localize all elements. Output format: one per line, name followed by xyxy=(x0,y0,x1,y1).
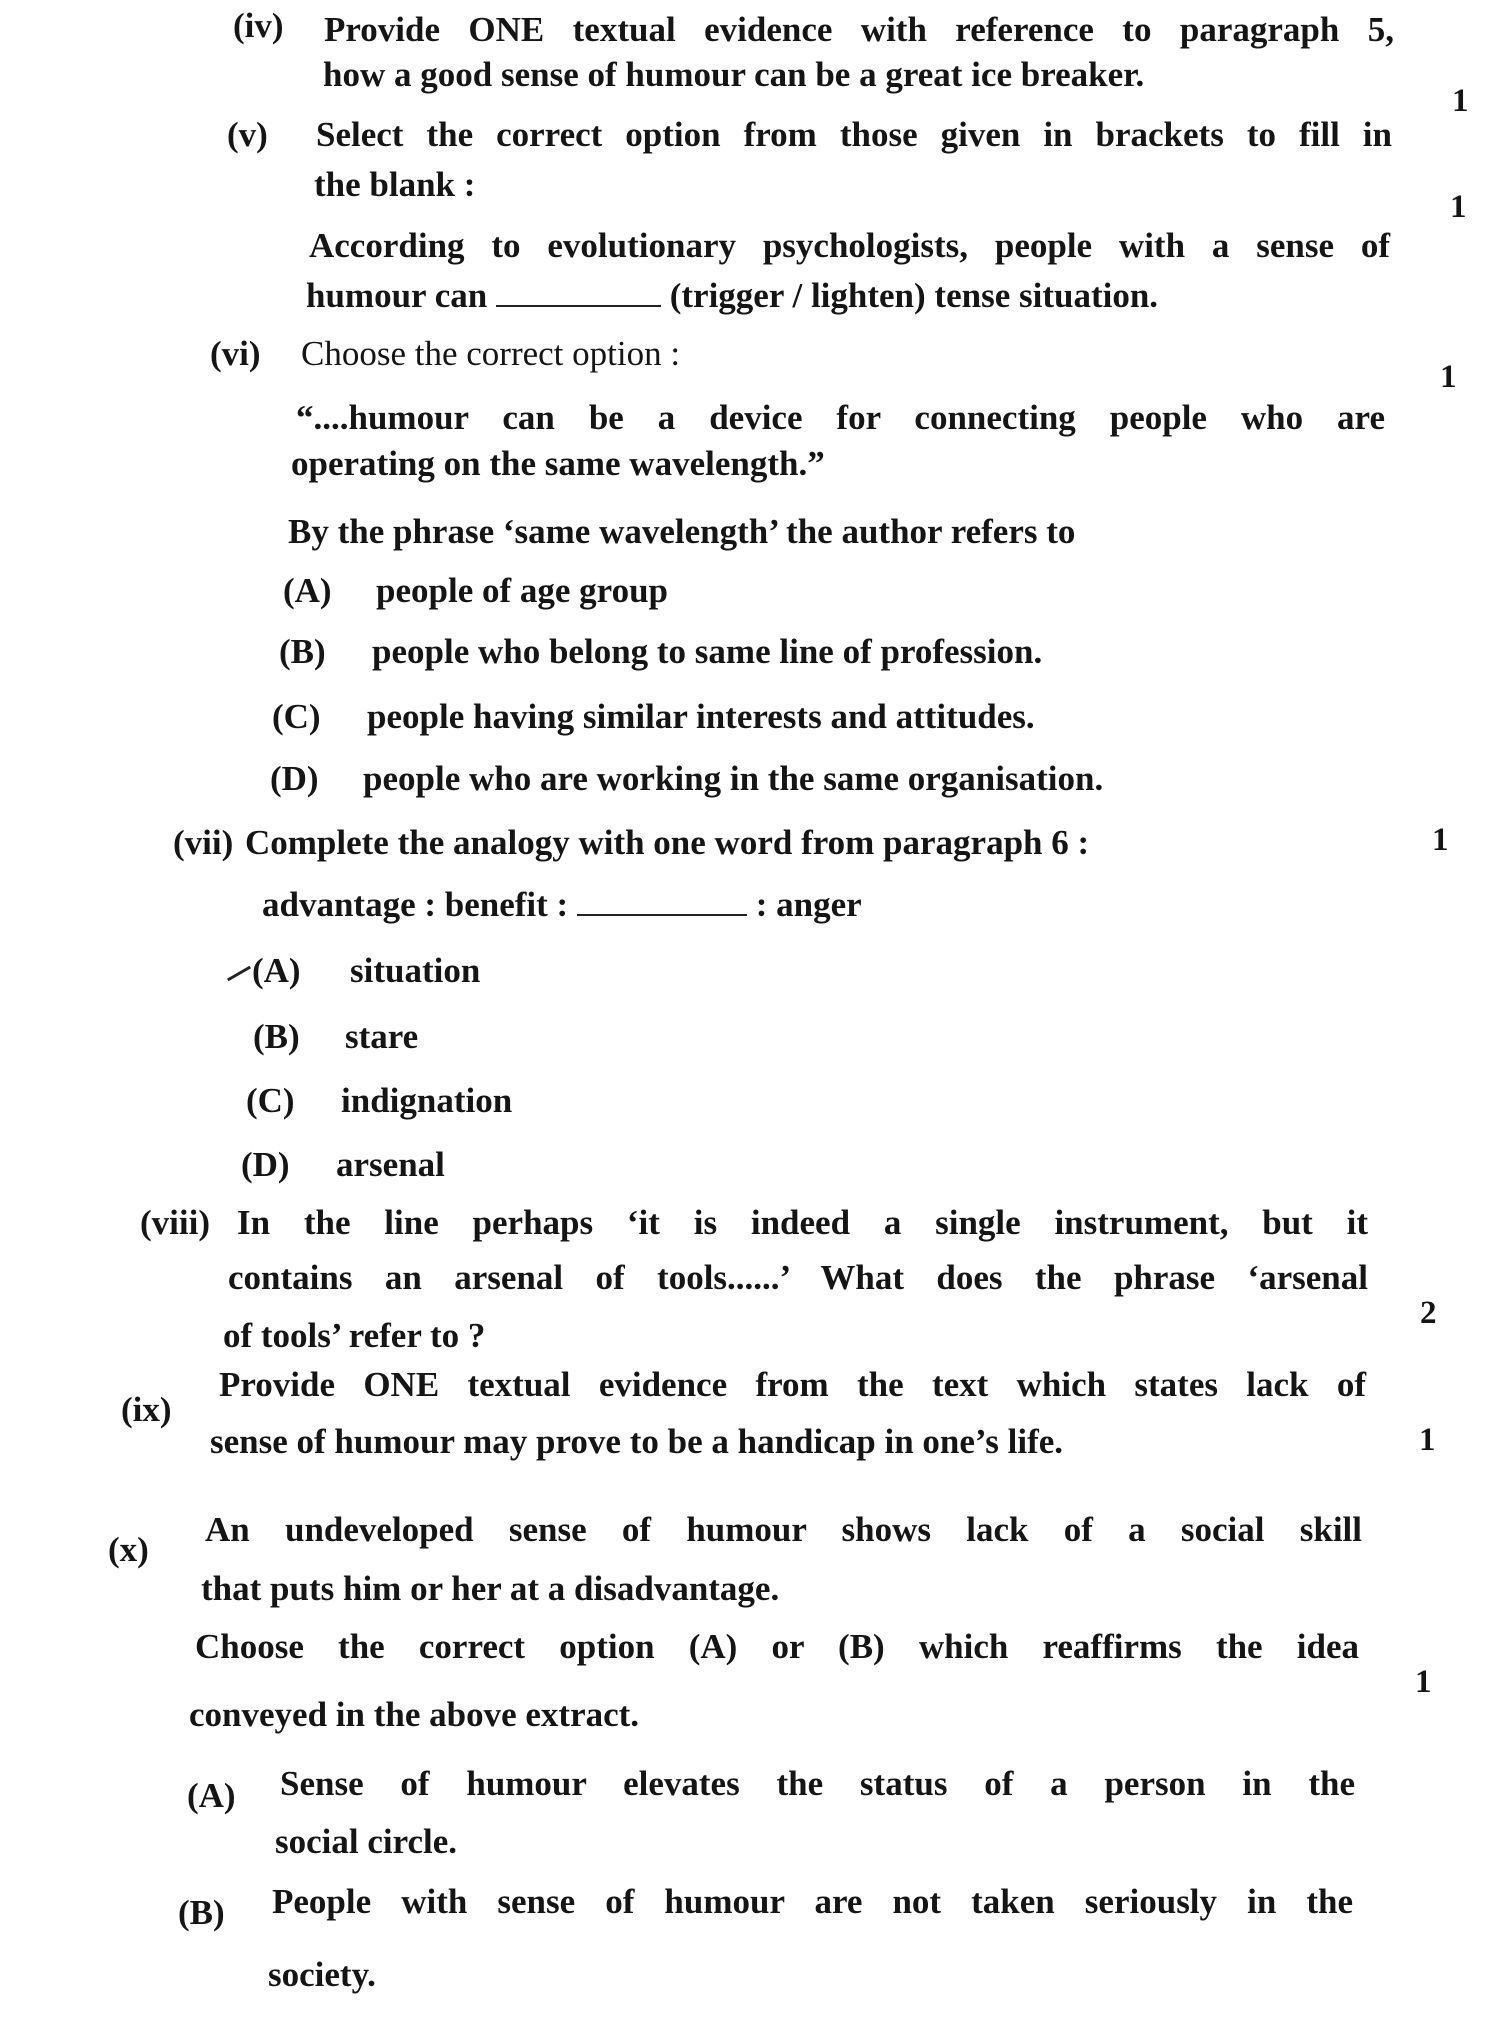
stem-text: humour can xyxy=(306,276,488,315)
option-text: Sense of humour elevates the status of a person in the xyxy=(280,1764,1355,1803)
analogy xyxy=(262,883,862,927)
option-text: people who are working in the same organisation. xyxy=(363,759,1104,798)
option-text: social circle. xyxy=(275,1822,458,1861)
marks: 1 xyxy=(1415,1664,1432,1700)
option-label: (B) xyxy=(279,632,326,671)
option-text: arsenal xyxy=(336,1145,445,1184)
option-text: people who belong to same line of profession. xyxy=(372,632,1043,671)
stem-text: (trigger / lighten) tense situation. xyxy=(669,276,1159,315)
question-number: (vii) xyxy=(173,823,234,862)
analogy-text: : anger xyxy=(755,885,862,924)
option-label: (B) xyxy=(253,1017,300,1056)
option-text: stare xyxy=(345,1017,419,1056)
question-text: Select the correct option from those given in brackets to fill in xyxy=(316,115,1392,154)
answer-blank xyxy=(577,888,747,916)
option-label: (B) xyxy=(178,1893,225,1932)
option-label: (D) xyxy=(241,1145,290,1184)
option-label: (C) xyxy=(246,1081,295,1120)
question-text: that puts him or her at a disadvantage. xyxy=(201,1569,780,1608)
question-number: (iv) xyxy=(233,6,284,45)
question-number: (vi) xyxy=(210,334,261,373)
question-text: how a good sense of humour can be a great ice breaker. xyxy=(323,55,1145,94)
question-stem xyxy=(306,274,1158,318)
answer-blank xyxy=(496,279,661,307)
option-text: people having similar interests and attitudes. xyxy=(367,697,1035,736)
option-text: society. xyxy=(268,1955,376,1994)
option-label: (D) xyxy=(270,759,319,798)
question-number: (ix) xyxy=(121,1390,172,1429)
question-text: Complete the analogy with one word from paragraph 6 : xyxy=(245,823,1090,862)
option-label: (A) xyxy=(252,951,301,990)
quote-text: operating on the same wavelength.” xyxy=(291,444,825,483)
marks: 1 xyxy=(1440,359,1457,395)
question-text: the blank : xyxy=(314,165,476,204)
option-label: (C) xyxy=(272,697,321,736)
tick-mark-icon xyxy=(227,966,251,982)
question-number: (v) xyxy=(227,115,268,154)
question-text: sense of humour may prove to be a handicap in one’s life. xyxy=(210,1422,1064,1461)
question-stem: By the phrase ‘same wavelength’ the author refers to xyxy=(288,512,1076,551)
question-number: (viii) xyxy=(140,1203,210,1242)
quote-text: “....humour can be a device for connecting people who are xyxy=(296,398,1385,437)
marks: 1 xyxy=(1452,83,1469,119)
option-label: (A) xyxy=(187,1776,236,1815)
question-text: of tools’ refer to ? xyxy=(223,1316,486,1355)
question-text: Choose the correct option (A) or (B) which reaffirms the idea xyxy=(195,1627,1359,1666)
question-stem: According to evolutionary psychologists, people with a sense of xyxy=(309,226,1390,265)
option-label: (A) xyxy=(283,571,332,610)
option-text: People with sense of humour are not taken seriously in the xyxy=(272,1882,1353,1921)
question-text: Provide ONE textual evidence with reference to paragraph 5, xyxy=(324,10,1394,49)
question-text: An undeveloped sense of humour shows lack of a social skill xyxy=(205,1510,1362,1549)
option-text: people of age group xyxy=(376,571,668,610)
question-text: conveyed in the above extract. xyxy=(189,1695,640,1734)
question-number: (x) xyxy=(108,1530,149,1569)
option-text: indignation xyxy=(341,1081,513,1120)
marks: 1 xyxy=(1450,189,1467,225)
question-text: Provide ONE textual evidence from the text which states lack of xyxy=(219,1365,1366,1404)
option-text: situation xyxy=(350,951,481,990)
question-text: contains an arsenal of tools......’ What does the phrase ‘arsenal xyxy=(228,1258,1368,1297)
marks: 1 xyxy=(1419,1422,1436,1458)
marks: 2 xyxy=(1420,1295,1437,1331)
marks: 1 xyxy=(1432,822,1449,858)
question-text: In the line perhaps ‘it is indeed a single instrument, but it xyxy=(237,1203,1368,1242)
analogy-text: advantage : benefit : xyxy=(262,885,569,924)
question-text: Choose the correct option : xyxy=(301,334,681,373)
